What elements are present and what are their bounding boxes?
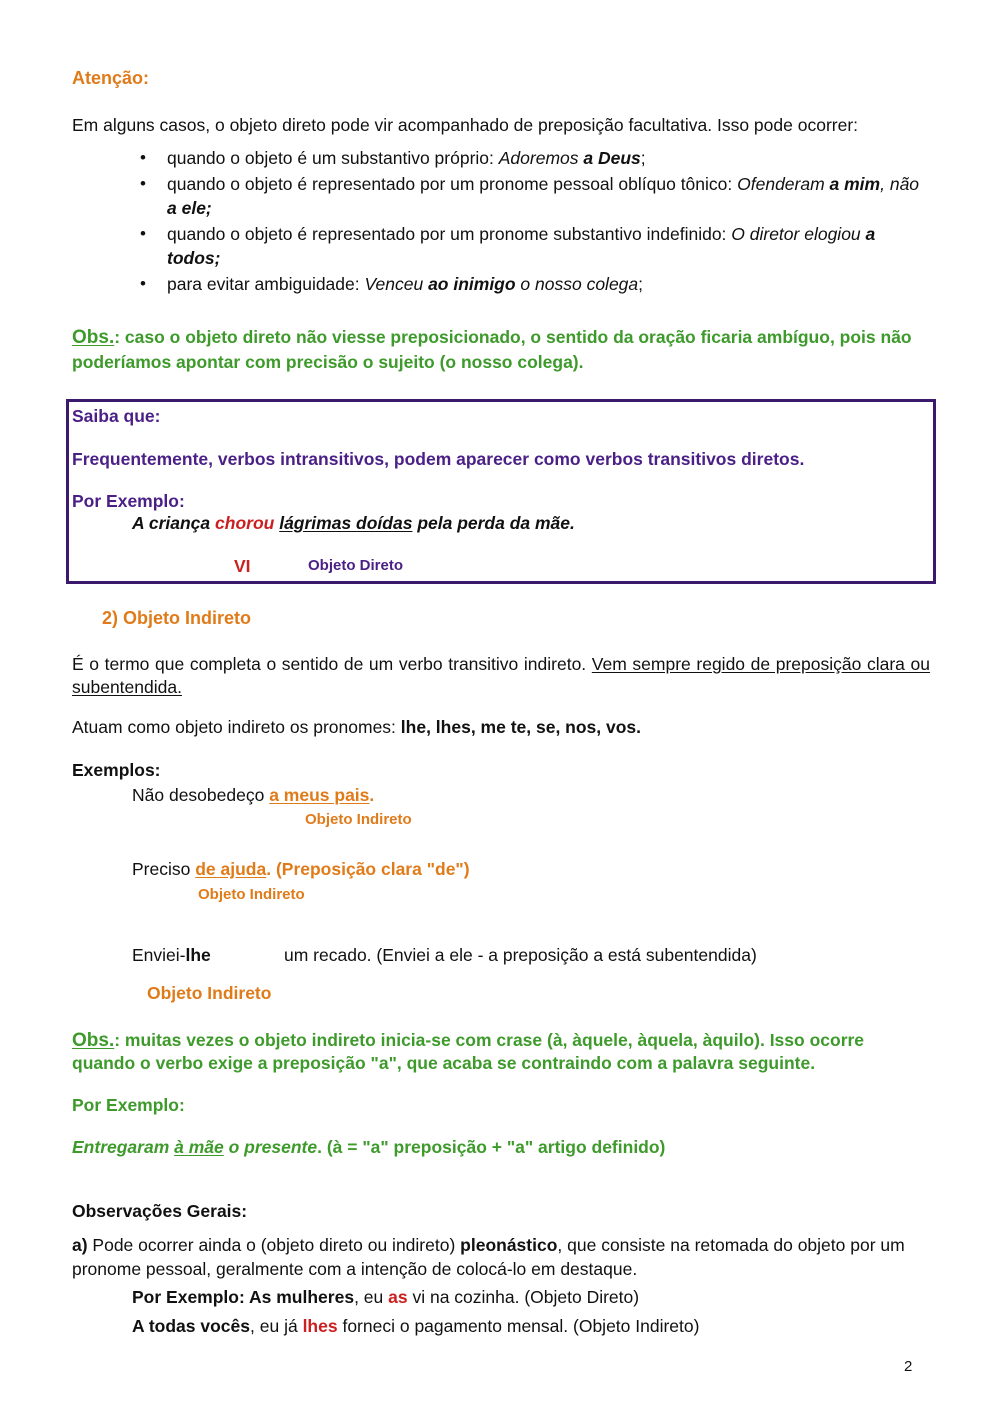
pronouns-line: Atuam como objeto indireto os pronomes: lhe, lhes, me te, se, nos, vos. — [72, 717, 642, 737]
example-3-rest: um recado. (Enviei a ele - a preposição a está subentendida) — [284, 945, 757, 965]
atencao-list — [140, 146, 930, 298]
example-1: Não desobedeço a meus pais. — [132, 785, 375, 805]
gerais-example-1: Por Exemplo: As mulheres, eu as vi na cozinha. (Objeto Direto) — [132, 1287, 640, 1307]
example-2-label: Objeto Indireto — [198, 886, 305, 903]
saiba-example-sentence: A criança chorou lágrimas doídas pela perda da mãe. — [132, 513, 575, 533]
example-2: Preciso de ajuda. (Preposição clara "de") — [132, 859, 470, 879]
obs2-example: Entregaram à mãe o presente. (à = "a" preposição + "a" artigo definido) — [72, 1137, 666, 1157]
example-3-label: Objeto Indireto — [147, 983, 272, 1003]
list-item: • quando o objeto é representado por um pronome pessoal oblíquo tônico: Ofenderam a mim, não a ele; — [140, 172, 930, 220]
list-item: • para evitar ambiguidade: Venceu ao inimigo o nosso colega; — [140, 272, 930, 296]
observacoes-gerais-title: Observações Gerais: — [72, 1201, 248, 1221]
example-1-label: Objeto Indireto — [305, 811, 412, 828]
atencao-intro: Em alguns casos, o objeto direto pode vir acompanhado de preposição facultativa. Isso pode ocorrer: — [72, 115, 859, 135]
saiba-que-title: Saiba que: — [72, 406, 161, 426]
saiba-que-text: Frequentemente, verbos intransitivos, podem aparecer como verbos transitivos diretos. — [72, 449, 805, 469]
example-3-verb: Enviei-lhe — [132, 945, 211, 965]
label-objeto-direto: Objeto Direto — [308, 557, 404, 574]
page-number: 2 — [904, 1358, 913, 1375]
obs-note-2: Obs.: muitas vezes o objeto indireto inicia-se com crase (à, àquele, àquela, àquilo). Isso ocorre quando o verbo exige a preposição "a", que acaba se contraindo com a palavra seguinte. — [72, 1030, 865, 1073]
obs-note-1: Obs.: caso o objeto direto não viesse preposicionado, o sentido da oração ficaria ambíguo, pois não poderíamos apontar com precisão o sujeito (o nosso colega). — [72, 327, 912, 372]
observacao-a: a) Pode ocorrer ainda o (objeto direto ou indireto) pleonástico, que consiste na retomada do objeto por um pronome pessoal, geralmente com a intenção de colocá-lo em destaque. — [72, 1235, 905, 1279]
list-item: • quando o objeto é um substantivo próprio: Adoremos a Deus; — [140, 146, 930, 170]
list-item: • quando o objeto é representado por um pronome substantivo indefinido: O diretor elogiou a todos; — [140, 222, 930, 270]
saiba-por-exemplo: Por Exemplo: — [72, 491, 185, 511]
obs2-por-exemplo: Por Exemplo: — [72, 1095, 185, 1115]
section-heading-objeto-indireto: 2) Objeto Indireto — [102, 608, 252, 628]
exemplos-label: Exemplos: — [72, 760, 161, 780]
gerais-example-2: A todas vocês, eu já lhes forneci o pagamento mensal. (Objeto Indireto) — [132, 1316, 700, 1336]
atencao-heading: Atenção: — [72, 68, 150, 88]
definition-paragraph: É o termo que completa o sentido de um verbo transitivo indireto. Vem sempre regido de preposição clara ou subentendida. — [72, 654, 930, 697]
saiba-que-box — [66, 399, 936, 584]
label-vi: VI — [234, 556, 251, 576]
